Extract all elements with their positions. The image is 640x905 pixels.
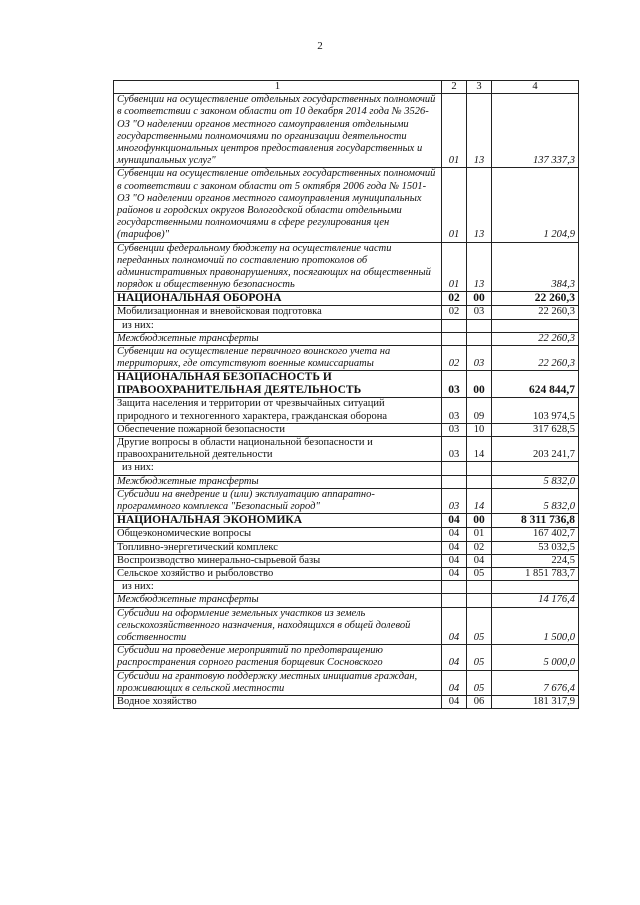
table-row: [114, 423, 579, 436]
row-name: Межбюджетные трансферты: [114, 475, 442, 488]
table-row: [114, 168, 579, 242]
table-row: [114, 398, 579, 423]
table-row: [114, 567, 579, 580]
table-row: [114, 541, 579, 554]
row-section-code: [442, 581, 467, 594]
row-subsection-code: 00: [467, 514, 492, 528]
row-subsection-code: [467, 319, 492, 332]
row-name: Общеэкономические вопросы: [114, 528, 442, 541]
header-col-2: 2: [442, 81, 467, 94]
row-subsection-code: 06: [467, 695, 492, 708]
table-row: [114, 581, 579, 594]
row-section-code: 04: [442, 541, 467, 554]
row-subsection-code: [467, 462, 492, 475]
row-amount: 203 241,7: [492, 437, 579, 462]
row-name: Воспроизводство минерально-сырьевой базы: [114, 554, 442, 567]
row-subsection-code: 03: [467, 306, 492, 319]
row-name: НАЦИОНАЛЬНАЯ ЭКОНОМИКА: [114, 514, 442, 528]
row-amount: [492, 581, 579, 594]
row-subsection-code: [467, 332, 492, 345]
row-subsection-code: 01: [467, 528, 492, 541]
row-subsection-code: 04: [467, 554, 492, 567]
table-row: [114, 607, 579, 645]
row-amount: 5 832,0: [492, 475, 579, 488]
row-name: НАЦИОНАЛЬНАЯ ОБОРОНА: [114, 292, 442, 306]
row-subsection-code: 09: [467, 398, 492, 423]
table-row: [114, 242, 579, 292]
row-name: Субсидии на проведение мероприятий по предотвращению распространения сорного растения борщевик Сосновского: [114, 645, 442, 670]
row-amount: 1 204,9: [492, 168, 579, 242]
table-row: [114, 645, 579, 670]
row-name: Субсидии на оформление земельных участков из земель сельскохозяйственного назначения, находящихся в общей долевой собственности: [114, 607, 442, 645]
row-subsection-code: 00: [467, 371, 492, 398]
row-amount: 167 402,7: [492, 528, 579, 541]
table-header-row: [114, 81, 579, 94]
row-amount: 8 311 736,8: [492, 514, 579, 528]
row-amount: 53 032,5: [492, 541, 579, 554]
row-subsection-code: 14: [467, 488, 492, 513]
row-subsection-code: 13: [467, 242, 492, 292]
row-subsection-code: 02: [467, 541, 492, 554]
row-name: Субсидии на грантовую поддержку местных инициатив граждан, проживающих в сельской местности: [114, 670, 442, 695]
budget-table-body: [114, 81, 579, 709]
row-amount: 22 260,3: [492, 306, 579, 319]
row-section-code: 03: [442, 488, 467, 513]
row-amount: 22 260,3: [492, 332, 579, 345]
row-subsection-code: [467, 594, 492, 607]
row-name: Топливно-энергетический комплекс: [114, 541, 442, 554]
row-section-code: 03: [442, 437, 467, 462]
row-name: из них:: [114, 581, 442, 594]
table-row: [114, 514, 579, 528]
row-subsection-code: 13: [467, 94, 492, 168]
row-section-code: 01: [442, 168, 467, 242]
header-col-4: 4: [492, 81, 579, 94]
row-amount: 5 832,0: [492, 488, 579, 513]
row-amount: 1 500,0: [492, 607, 579, 645]
table-row: [114, 292, 579, 306]
row-section-code: 04: [442, 514, 467, 528]
table-row: [114, 462, 579, 475]
table-row: [114, 594, 579, 607]
row-subsection-code: 05: [467, 607, 492, 645]
row-amount: 384,3: [492, 242, 579, 292]
row-amount: 624 844,7: [492, 371, 579, 398]
row-subsection-code: 05: [467, 670, 492, 695]
row-amount: 181 317,9: [492, 695, 579, 708]
budget-table: [113, 80, 579, 709]
table-row: [114, 528, 579, 541]
row-section-code: 04: [442, 567, 467, 580]
row-name: Межбюджетные трансферты: [114, 332, 442, 345]
row-section-code: 04: [442, 528, 467, 541]
row-name: из них:: [114, 462, 442, 475]
row-section-code: 02: [442, 306, 467, 319]
table-row: [114, 94, 579, 168]
table-row: [114, 437, 579, 462]
row-amount: 5 000,0: [492, 645, 579, 670]
row-amount: 1 851 783,7: [492, 567, 579, 580]
row-amount: 103 974,5: [492, 398, 579, 423]
row-section-code: 03: [442, 398, 467, 423]
row-section-code: 03: [442, 423, 467, 436]
row-amount: 137 337,3: [492, 94, 579, 168]
row-subsection-code: 10: [467, 423, 492, 436]
row-subsection-code: [467, 581, 492, 594]
row-name: Защита населения и территории от чрезвычайных ситуаций природного и техногенного характера, гражданская оборона: [114, 398, 442, 423]
row-section-code: 01: [442, 94, 467, 168]
row-amount: 22 260,3: [492, 292, 579, 306]
row-name: Водное хозяйство: [114, 695, 442, 708]
row-section-code: 04: [442, 670, 467, 695]
row-name: Обеспечение пожарной безопасности: [114, 423, 442, 436]
row-name: Межбюджетные трансферты: [114, 594, 442, 607]
table-row: [114, 332, 579, 345]
header-col-3: 3: [467, 81, 492, 94]
row-amount: [492, 319, 579, 332]
row-name: Мобилизационная и вневойсковая подготовка: [114, 306, 442, 319]
row-section-code: 02: [442, 292, 467, 306]
row-section-code: 04: [442, 645, 467, 670]
row-name: Субвенции на осуществление первичного воинского учета на территориях, где отсутствуют военные комиссариаты: [114, 346, 442, 371]
table-row: [114, 670, 579, 695]
row-section-code: [442, 475, 467, 488]
header-col-1: 1: [114, 81, 442, 94]
row-amount: 22 260,3: [492, 346, 579, 371]
row-amount: 317 628,5: [492, 423, 579, 436]
row-amount: 14 176,4: [492, 594, 579, 607]
row-name: Субвенции на осуществление отдельных государственных полномочий в соответствии с законом области от 10 декабря 2014 года № 3526-ОЗ "О наделении органов местного самоуправления отдельными государственными полномочиями по организации деятельности многофункциональных центров предоставления государственных и муниципальных услуг": [114, 94, 442, 168]
row-name: Субвенции на осуществление отдельных государственных полномочий в соответствии с законом области от 5 октября 2006 года № 1501-ОЗ "О наделении органов местного самоуправления муниципальных районов и городских округов Вологодской области отдельными государственными полномочиями в сфере регулирования цен (тарифов)": [114, 168, 442, 242]
row-section-code: 02: [442, 346, 467, 371]
row-name: Субсидии на внедрение и (или) эксплуатацию аппаратно-программного комплекса "Безопасный город": [114, 488, 442, 513]
page-number: 2: [317, 40, 323, 52]
table-row: [114, 371, 579, 398]
table-row: [114, 554, 579, 567]
table-row: [114, 346, 579, 371]
row-section-code: 04: [442, 607, 467, 645]
row-name: Сельское хозяйство и рыболовство: [114, 567, 442, 580]
row-subsection-code: 14: [467, 437, 492, 462]
row-subsection-code: 05: [467, 645, 492, 670]
row-section-code: 03: [442, 371, 467, 398]
row-name: Субвенции федеральному бюджету на осуществление части переданных полномочий по составлению протоколов об административных правонарушениях, посягающих на общественный порядок и общественную безопасность: [114, 242, 442, 292]
row-name: НАЦИОНАЛЬНАЯ БЕЗОПАСНОСТЬ И ПРАВООХРАНИТЕЛЬНАЯ ДЕЯТЕЛЬНОСТЬ: [114, 371, 442, 398]
row-subsection-code: 00: [467, 292, 492, 306]
row-subsection-code: 03: [467, 346, 492, 371]
row-name: из них:: [114, 319, 442, 332]
row-amount: [492, 462, 579, 475]
row-section-code: 01: [442, 242, 467, 292]
row-name: Другие вопросы в области национальной безопасности и правоохранительной деятельности: [114, 437, 442, 462]
row-subsection-code: 05: [467, 567, 492, 580]
table-row: [114, 475, 579, 488]
table-row: [114, 319, 579, 332]
table-row: [114, 306, 579, 319]
table-row: [114, 695, 579, 708]
row-subsection-code: 13: [467, 168, 492, 242]
row-section-code: 04: [442, 554, 467, 567]
row-section-code: [442, 319, 467, 332]
row-subsection-code: [467, 475, 492, 488]
row-section-code: [442, 594, 467, 607]
row-amount: 7 676,4: [492, 670, 579, 695]
row-section-code: [442, 332, 467, 345]
row-section-code: [442, 462, 467, 475]
table-row: [114, 488, 579, 513]
row-section-code: 04: [442, 695, 467, 708]
row-amount: 224,5: [492, 554, 579, 567]
